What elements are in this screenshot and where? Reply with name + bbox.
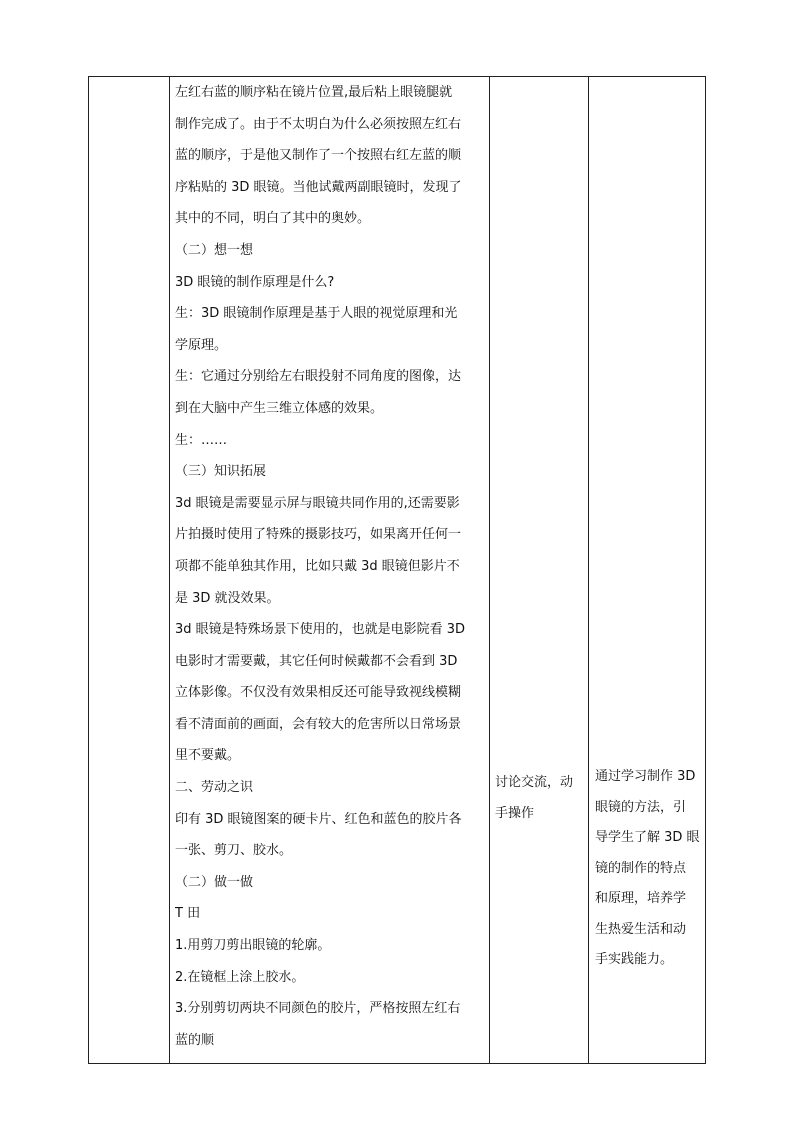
content-line: 3.分别剪切两块不同颜色的胶片，严格按照左红右 [175,1001,461,1017]
content-line: 左红右蓝的顺序粘在镜片位置,最后粘上眼镜腿就 [175,85,453,100]
content-line: 序粘贴的 3D 眼镜。当他试戴两副眼镜时，发现了 [175,179,462,195]
content-line: 生：3D 眼镜制作原理是基于人眼的视觉原理和光 [175,306,458,322]
teaching-method-cell [495,767,589,829]
content-line: 二、劳动之识 [175,780,254,796]
content-line: 项都不能单独其作用，比如只戴 3d 眼镜但影片不 [175,558,460,574]
content-line: 3d 眼镜是特殊场景下使用的，也就是电影院看 3D [175,622,466,638]
intent-line: 眼镜的方法，引 [595,799,687,815]
content-line: 蓝的顺 [175,1032,215,1048]
method-line: 讨论交流，动 [495,775,574,790]
content-line: 里不要戴。 [175,748,241,764]
content-line: 其中的不同，明白了其中的奥妙。 [175,211,371,227]
teaching-content-cell [169,77,489,1056]
content-line: 生：它通过分别给左右眼投射不同角度的图像，达 [175,369,462,385]
content-line: 立体影像。不仅没有效果相反还可能导致视线模糊 [175,685,462,701]
column-divider [489,77,490,1063]
content-line: （三）知识拓展 [175,464,267,480]
intent-line: 导学生了解 3D 眼 [595,830,700,845]
lesson-table [88,76,706,1064]
content-line: 蓝的顺序，于是他又制作了一个按照右红左蓝的顺 [175,148,462,164]
method-line: 手操作 [495,806,535,821]
content-line: 3D 眼镜的制作原理是什么? [175,274,335,290]
content-line: （二）想一想 [175,242,254,258]
content-line: 电影时才需要戴，其它任何时候戴都不会看到 3D [175,653,458,669]
content-line: 一张、剪刀、胶水。 [175,843,293,859]
intent-line: 镜的制作的特点 [595,860,687,876]
content-line: 1.用剪刀剪出眼镜的轮廓。 [175,938,331,954]
content-line: T 田 [175,906,201,922]
intent-line: 和原理，培养学 [595,891,687,906]
content-line: 制作完成了。由于不太明白为什么必须按照左红右 [175,116,462,132]
content-line: 片拍摄时使用了特殊的摄影技巧，如果离开任何一 [175,527,462,543]
content-line: 印有 3D 眼镜图案的硬卡片、红色和蓝色的胶片各 [175,811,462,827]
content-line: 3d 眼镜是需要显示屏与眼镜共同作用的,还需要影 [175,495,460,511]
column-divider [588,77,589,1063]
content-line: 生：…… [175,432,228,448]
content-line: 学原理。 [175,337,228,353]
content-line: （二）做一做 [175,874,254,890]
content-line: 2.在镜框上涂上胶水。 [175,969,305,985]
content-line: 到在大脑中产生三维立体感的效果。 [175,400,384,416]
intent-line: 手实践能力。 [595,952,674,967]
content-line: 看不清面前的画面，会有较大的危害所以日常场景 [175,716,462,732]
intent-line: 通过学习制作 3D [595,769,696,784]
intent-line: 生热爱生活和动 [595,921,687,937]
design-intent-cell [595,762,703,976]
content-line: 是 3D 就没效果。 [175,590,280,606]
